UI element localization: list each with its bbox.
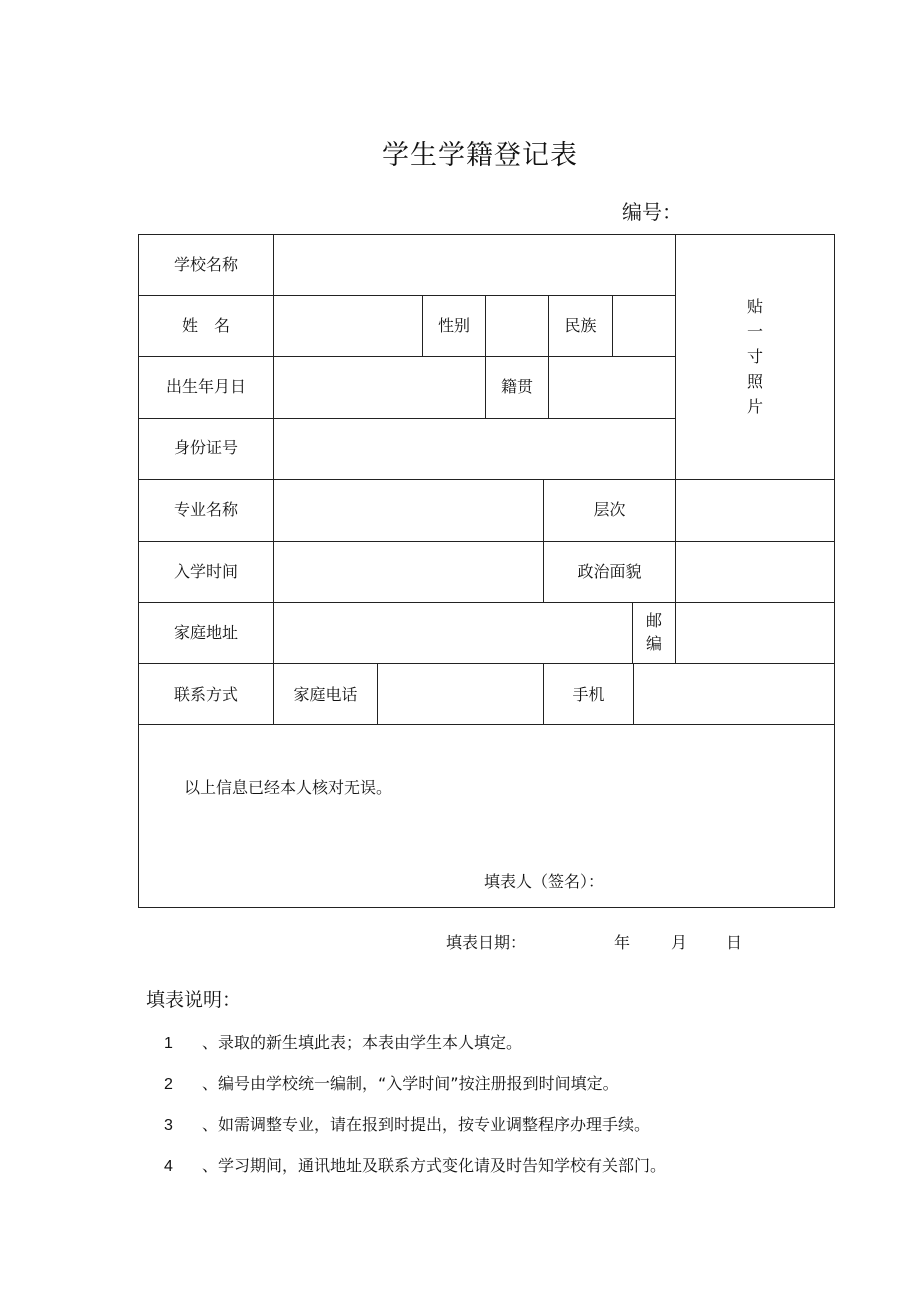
major-field[interactable] [274,480,543,541]
label-id-number: 身份证号 [173,438,238,457]
political-status-field[interactable] [676,542,834,602]
note-number: 2 [164,1076,173,1093]
note-number: 4 [164,1158,173,1175]
enroll-time-field[interactable] [274,542,543,602]
note-item [164,1112,650,1135]
note-number: 1 [164,1035,173,1052]
native-place-field[interactable] [549,357,675,418]
photo-char: 一 [746,322,763,341]
photo-char: 照 [746,372,763,391]
date-month-label: 月 [671,933,688,952]
date-day-label: 日 [726,933,743,952]
label-native-place: 籍贯 [500,377,533,396]
home-phone-field[interactable] [378,664,543,724]
page-title: 学生学籍登记表 [382,140,578,171]
note-number: 3 [164,1117,173,1134]
label-major: 专业名称 [173,500,238,519]
label-political-status: 政治面貌 [577,562,642,581]
row-line [138,724,835,725]
table-border-bottom [138,907,835,908]
photo-placeholder [745,294,765,419]
date-label: 填表日期： [446,933,527,952]
gender-field[interactable] [486,296,548,356]
label-level: 层次 [593,500,626,519]
school-name-field[interactable] [274,235,675,295]
note-text: 、如需调整专业，请在报到时提出，按专业调整程序办理手续。 [202,1115,651,1134]
photo-char: 片 [746,397,763,416]
label-birth-date: 出生年月日 [165,377,246,396]
note-text: 、录取的新生填此表；本表由学生本人填定。 [202,1033,523,1052]
label-mobile: 手机 [572,685,605,704]
label-ethnicity: 民族 [564,316,597,335]
column-line [543,479,544,603]
label-name: 姓 名 [181,316,230,335]
name-field[interactable] [274,296,422,356]
label-postcode [643,609,665,655]
label-contact: 联系方式 [173,685,238,704]
postcode-field[interactable] [676,603,834,663]
signer-label: 填表人（签名）： [484,872,605,891]
date-year-label: 年 [614,933,631,952]
notes-title: 填表说明： [146,989,242,1011]
postcode-char: 编 [645,634,662,653]
confirmation-text: 以上信息已经本人核对无误。 [184,778,393,797]
label-home-phone: 家庭电话 [293,685,358,704]
level-field[interactable] [676,480,834,541]
postcode-char: 邮 [645,611,662,630]
note-text: 、编号由学校统一编制，“入学时间”按注册报到时间填定。 [202,1074,619,1093]
label-home-address: 家庭地址 [173,623,238,642]
mobile-field[interactable] [634,664,834,724]
id-number-field[interactable] [274,419,675,479]
column-line [632,602,633,664]
label-enroll-time: 入学时间 [173,562,238,581]
label-school-name: 学校名称 [173,255,238,274]
note-text: 、学习期间，通讯地址及联系方式变化请及时告知学校有关部门。 [202,1156,667,1175]
label-gender: 性别 [437,316,470,335]
home-address-field[interactable] [274,603,632,663]
birth-date-field[interactable] [274,357,485,418]
note-item [164,1153,666,1176]
photo-char: 贴 [746,297,763,316]
photo-char: 寸 [746,347,763,366]
note-item [164,1030,522,1053]
table-border-right [834,234,835,908]
ethnicity-field[interactable] [613,296,675,356]
serial-number-label: 编号： [622,200,682,224]
note-item [164,1071,619,1094]
